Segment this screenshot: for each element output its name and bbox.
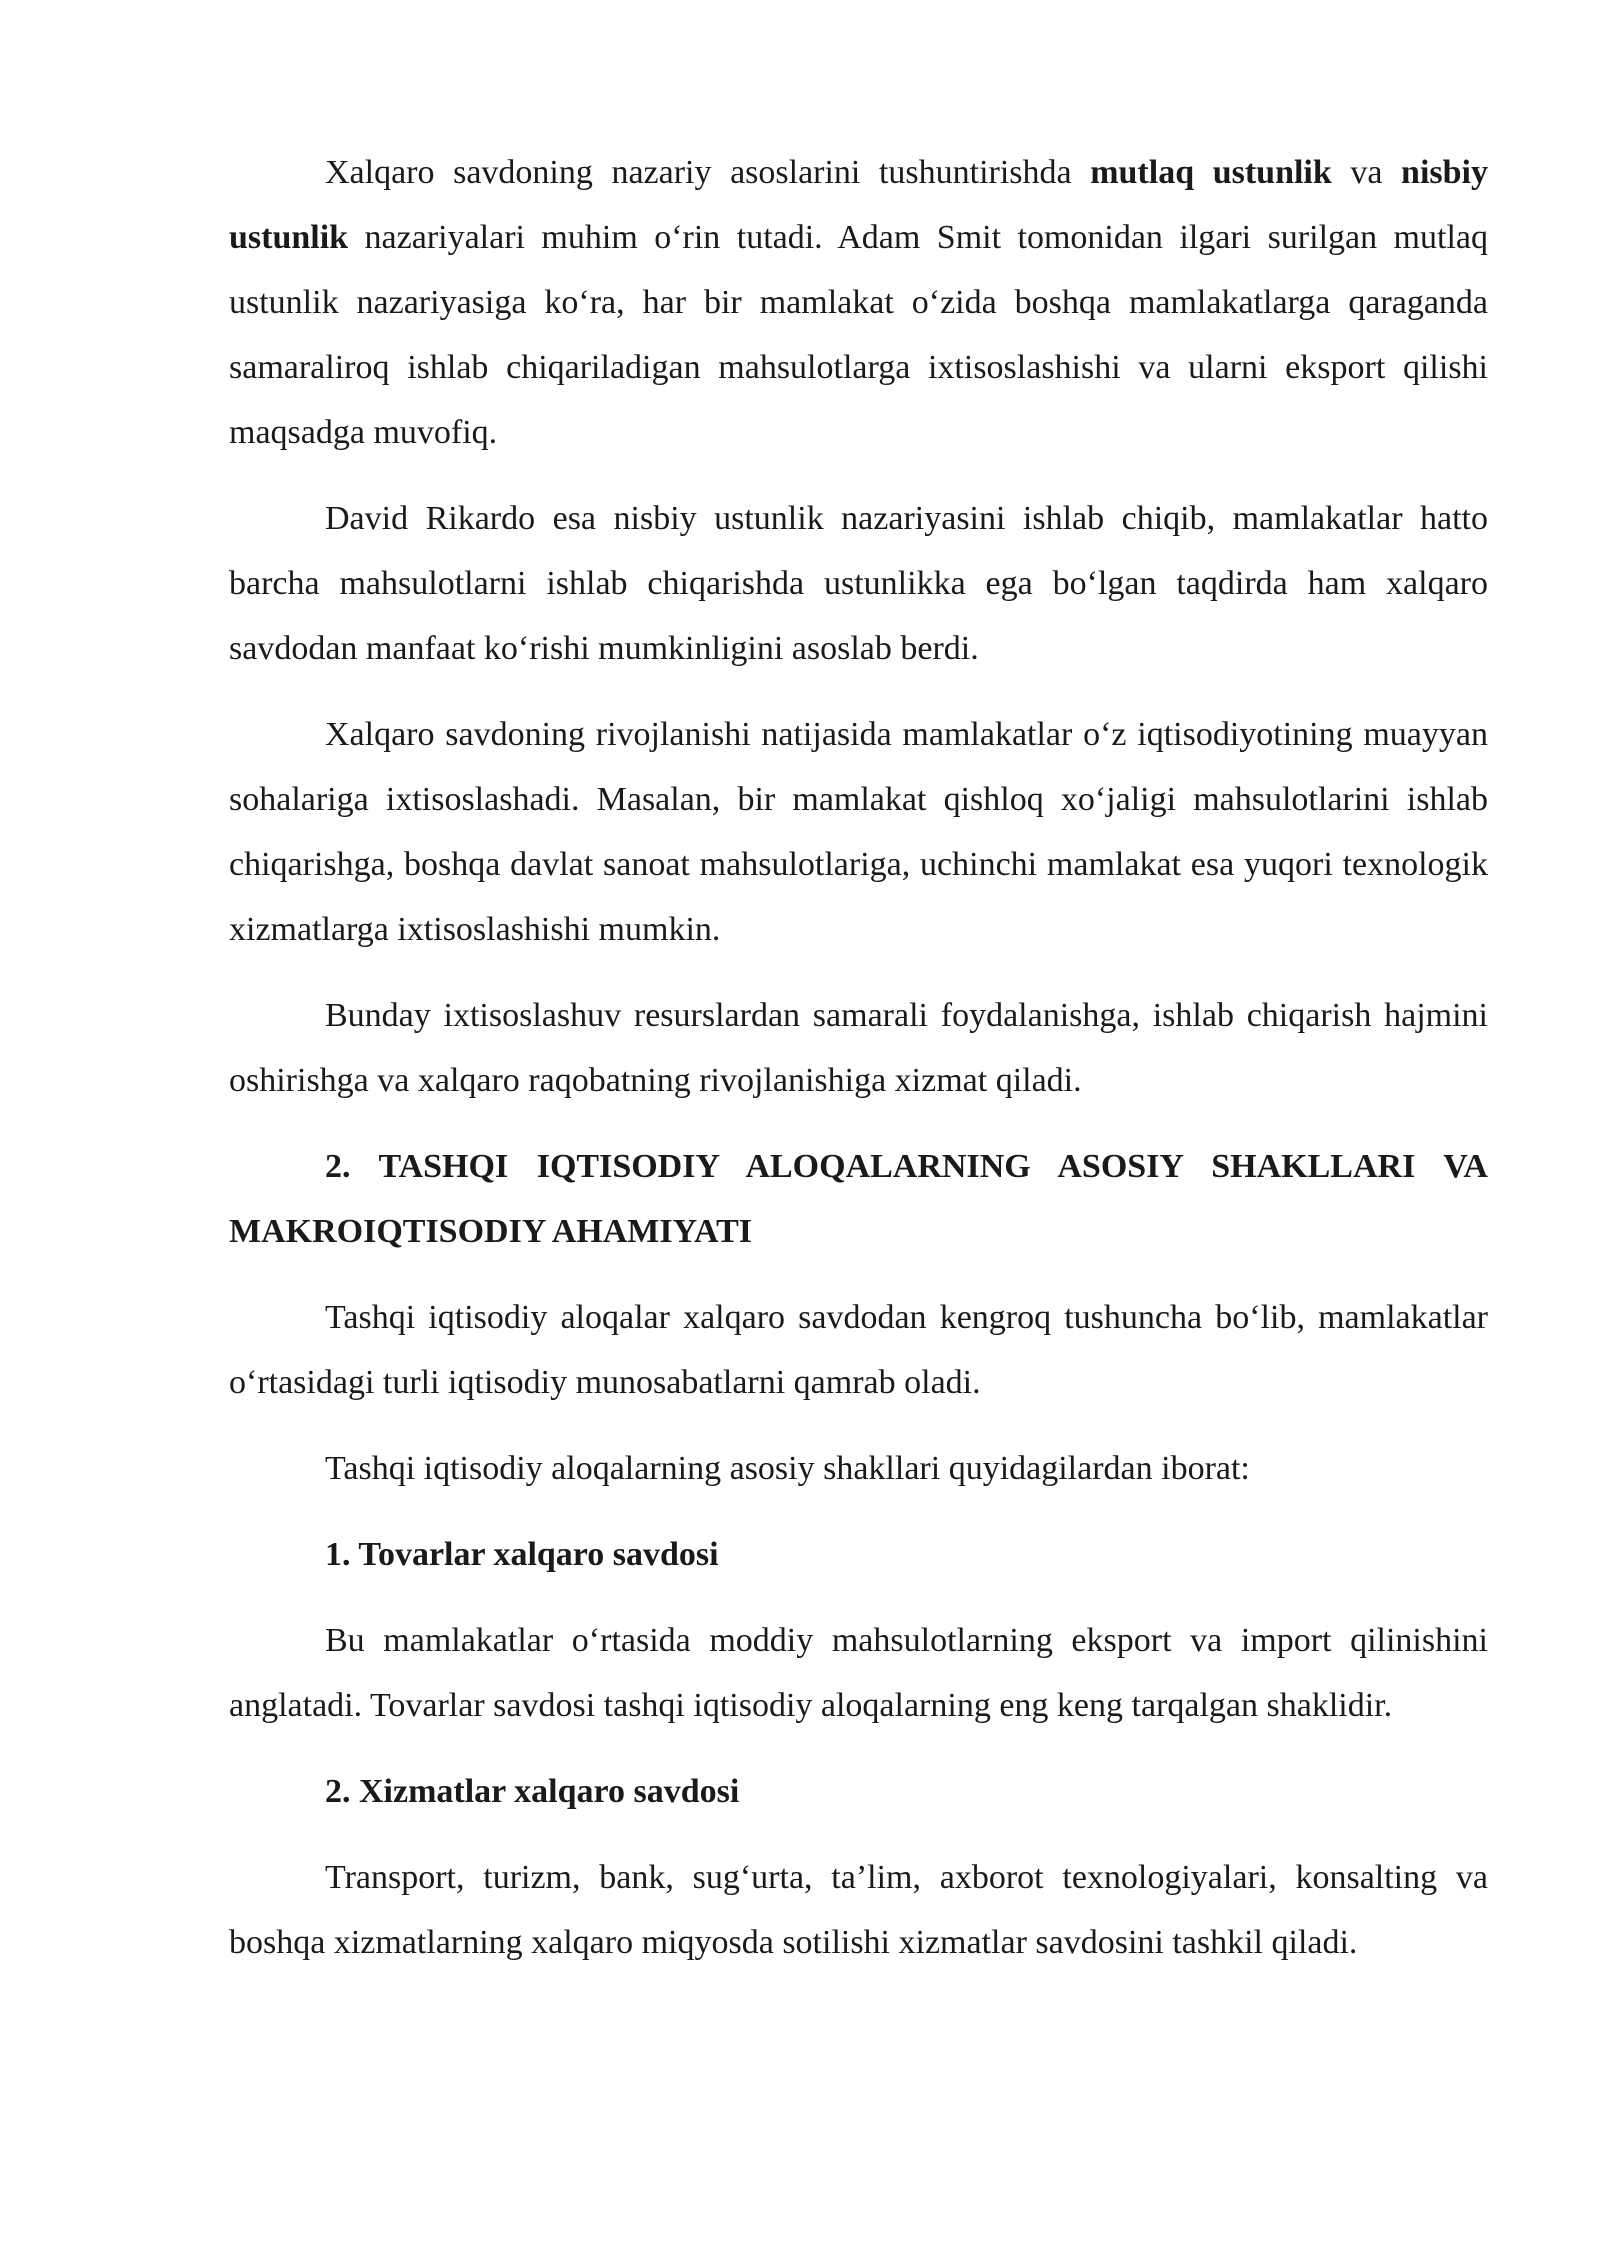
paragraph-forms-intro: Tashqi iqtisodiy aloqalarning asosiy shakllari quyidagilardan iborat: xyxy=(325,1450,1250,1487)
paragraph-text: Xalqaro savdoning nazariy asoslarini tushuntirishda xyxy=(325,154,1091,191)
paragraph-ricardo: David Rikardo esa nisbiy ustunlik nazariyasini ishlab chiqib, mamlakatlar hatto barcha mahsulotlarni ishlab chiqarishda ustunlikka ega bo‘lgan taqdirda ham xalqaro savdodan manfaat ko‘rishi mumkinligini asoslab berdi. xyxy=(229,500,1488,667)
paragraph-services-trade: Transport, turizm, bank, sug‘urta, ta’lim, axborot texnologiyalari, konsalting va boshqa xizmatlarning xalqaro miqyosda sotilishi xizmatlar savdosini tashkil qiladi. xyxy=(229,1859,1488,1961)
paragraph-text: va xyxy=(1331,154,1402,191)
bold-term-comparative-advantage: nisbiy ustunlik xyxy=(229,154,1488,256)
section-heading: 2. TASHQI IQTISODIY ALOQALARNING ASOSIY SHAKLLARI VA MAKROIQTISODIY AHAMIYATI xyxy=(229,1148,1488,1250)
bold-term-absolute-advantage: mutlaq ustunlik xyxy=(1090,154,1332,191)
paragraph-external-relations: Tashqi iqtisodiy aloqalar xalqaro savdodan kengroq tushuncha bo‘lib, mamlakatlar o‘rtasidagi turli iqtisodiy munosabatlarni qamrab oladi. xyxy=(229,1299,1488,1401)
paragraph-specialization-benefits: Bunday ixtisoslashuv resurslardan samarali foydalanishga, ishlab chiqarish hajmini oshirishga va xalqaro raqobatning rivojlanishiga xizmat qiladi. xyxy=(229,997,1488,1099)
paragraph-specialization: Xalqaro savdoning rivojlanishi natijasida mamlakatlar o‘z iqtisodiyotining muayyan sohalariga ixtisoslashadi. Masalan, bir mamlakat qishloq xo‘jaligi mahsulotlarini ishlab chiqarishga, boshqa davlat sanoat mahsulotlariga, uchinchi mamlakat esa yuqori texnologik xizmatlarga ixtisoslashishi mumkin. xyxy=(229,716,1488,948)
paragraph-absolute-advantage xyxy=(229,140,1488,465)
subheading-services-trade: 2. Xizmatlar xalqaro savdosi xyxy=(325,1773,740,1810)
subheading-goods-trade: 1. Tovarlar xalqaro savdosi xyxy=(325,1536,719,1573)
document-page xyxy=(229,140,1488,1996)
paragraph-goods-trade: Bu mamlakatlar o‘rtasida moddiy mahsulotlarning eksport va import qilinishini anglatadi. Tovarlar savdosi tashqi iqtisodiy aloqalarning eng keng tarqalgan shaklidir. xyxy=(229,1622,1488,1724)
paragraph-text: nazariyalari muhim o‘rin tutadi. Adam Smit tomonidan ilgari surilgan mutlaq ustunlik nazariyasiga ko‘ra, har bir mamlakat o‘zida boshqa mamlakatlarga qaraganda samaraliroq ishlab chiqariladigan mahsulotlarga ixtisoslashishi va ularni eksport qilishi maqsadga muvofiq. xyxy=(229,219,1488,451)
